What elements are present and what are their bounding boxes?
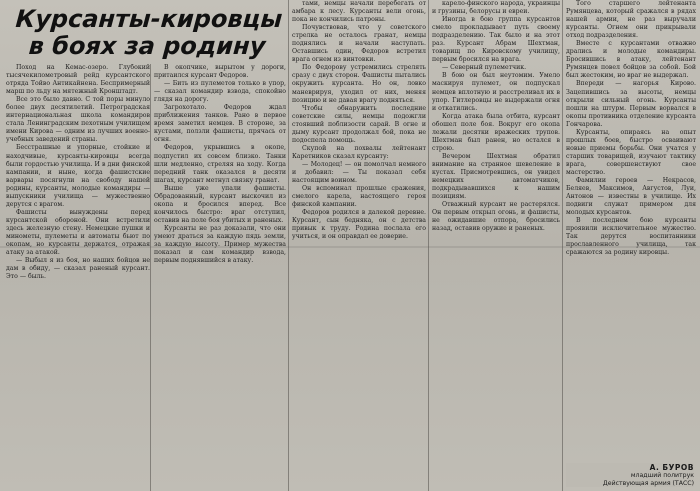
paragraph: Чтобы обнаружить последние советские силы, немцы подожгли стоявший поблизости сарай. В огне и дыму курсант продолжал бой, пока не подоспела помощь. (292, 104, 426, 144)
paragraph: — Выбыл я из боя, но наших бойцов не дам в обиду, — сказал раненый курсант. Это — быль. (6, 257, 150, 281)
paragraph: Когда атака была отбита, курсант обошел поле боя. Вокруг его окопа лежали десятки вражеских трупов. Шехтман был ранен, но остался в строю. (432, 112, 560, 152)
headline-line-2: в боях за родину (27, 32, 267, 60)
paragraph: Федоров родился в далекой деревне. Курсант, сын бедняка, он с детства привык к труду. Родина послала его учиться, и он оправдал ее доверие. (292, 209, 426, 241)
paragraph: В окопчике, вырытом у дороги, притаился курсант Федоров. (154, 64, 286, 80)
article-column-3 (292, 0, 426, 491)
paragraph: — Молодец! — он помолчал немного и добавил: — Ты показал себя настоящим воином. (292, 160, 426, 185)
column-rule (562, 0, 563, 491)
column-rule (150, 64, 151, 491)
paragraph: Фамилии героев — Некрасов, Беляев, Максимов, Августов, Луи, Антонов — известны в училище. Их подвиги служат примером для молодых курсантов. (566, 177, 696, 217)
paragraph: — Бить из пулеметов только в упор, — сказал командир взвода, спокойно глядя на дорогу. (154, 80, 286, 104)
article-column-5 (566, 0, 696, 491)
column-rule (288, 0, 289, 491)
paragraph: Он вспоминал прошлые сражения, смелого карела, настоящего героя финской кампании. (292, 185, 426, 209)
article-column-4 (432, 0, 560, 491)
author-name: А. БУРОВ (649, 463, 694, 472)
paragraph: В бою он был неутомим. Умело маскируя пулемет, он подпускал немцев вплотную и расстреливал их в упор. Гитлеровцы не выдержали огня и откатились. (432, 72, 560, 112)
paragraph: Курсанты не раз доказали, что они умеют драться за каждую пядь земли, за каждую высоту. Пример мужества показал и сам командир взвода, первым поднявшийся в атаку. (154, 224, 286, 265)
article-column-2 (154, 64, 286, 491)
paragraph: Того старшего лейтенанта Румянцева, который сражался в рядах нашей армии, не раз выручали курсанты. Огнем они прикрывали отход подразделения. (566, 0, 696, 40)
paragraph: Бесстрашные и упорные, стойкие и находчивые, курсанты-кировцы всегда были гордостью училища. И в дни финской кампании, и ныне, когда фашистские варвары посягнули на свободу нашей родины, курсанты, молодые командиры — выпускники училища — мужественно дерутся с врагом. (6, 144, 150, 208)
author-signature (566, 463, 694, 487)
paragraph: — Северный пулеметчик. (442, 64, 527, 72)
paragraph: тами, немцы начали перебегать от амбара к лесу. Курсанты вели огонь, пока не кончились патроны. (292, 0, 426, 24)
article-column-1 (6, 64, 150, 491)
paragraph: Иногда в бою группа курсантов смело прокладывает путь своему подразделению. Так было и на этот раз. Курсант Абрам Шехтман, товарищ по Кировскому училищу, первым бросился на врага. (432, 16, 560, 64)
paragraph: Фашисты вынуждены перед курсантской обороной. Они встретили здесь железную стену. Немецкие пушки и минометы, пулеметы и автоматы бьют по окопам, но курсанты держатся, отражая атаку за атакой. (6, 208, 150, 257)
paragraph: Поход на Кемас-озеро. Глубокий тысячекилометровый рейд курсантского отряда Тойво Антикайнена. Беспримерный марш по льду на мятежный Кронштадт. (6, 64, 150, 96)
paragraph: Скупой на похвалы лейтенант Каретников сказал курсанту: (292, 144, 426, 160)
author-rank: младший политрук (630, 472, 694, 479)
paragraph: Курсанты, опираясь на опыт прошлых боев, быстро осваивают новые приемы борьбы. Они учатся у старших товарищей, изучают тактику врага, совершенствуют свое мастерство. (566, 128, 696, 176)
paragraph: Впереди — нагорья Кирово. Зацепившись за высоты, немцы открыли сильный огонь. Курсанты пошли на штурм. Первым ворвался в окопы противника отделение курсанта Гончарова. (566, 80, 696, 128)
paragraph: В последнем бою курсанты проявили исключительное мужество. Так дерутся воспитанники прославленного училища, так сражаются за родину кировцы. (566, 217, 696, 257)
column-rule (428, 0, 429, 491)
paragraph: Отважный курсант не растерялся. Он первым открыл огонь, и фашисты, не ожидавшие отпора, бросились назад, оставив оружие и раненых. (432, 201, 560, 233)
paragraph: Загрохотало. Федоров ждал приближения танков. Рано в первое время заметил немцев. В стороне, за кустами, ползли фашисты, прячась от огня. (154, 104, 286, 144)
paragraph: Вместе с курсантами отважно дрались и молодые командиры. Бросившись в атаку, лейтенант Румянцев повел бойцов за собой. Бой был жестоким, но враг не выдержал. (566, 40, 696, 80)
paragraph: карело-финского народа, украинцы и грузины, белорусы и евреи. (432, 0, 560, 16)
headline-line-1: Курсанты-кировцы (14, 5, 284, 33)
paragraph: Федоров, укрывшись в окопе, подпустил их совсем близко. Танки шли медленно, стреляя на ходу. Когда передний танк оказался в десяти шагах, курсант метнул связку гранат. (154, 144, 286, 184)
paragraph: Все это было давно. С той поры минуло более двух десятилетий. Петроградская интернациональная школа командиров стала Ленинградским пехотным училищем имени Кирова — одним из лучших военно-учебных заведений страны. (6, 96, 150, 144)
article-headline (12, 6, 284, 60)
paragraph: Выше уже упали фашисты. Обрадованный, курсант выскочил из окопа и бросился вперед. Все кончилось быстро: враг отступил, оставив на поле боя убитых и раненых. (154, 184, 286, 224)
author-dateline: Действующая армия (ТАСС) (602, 479, 694, 487)
paragraph: По Федорову устремились стрелять сразу с двух сторон. Фашисты пытались окружить курсанта. Но он, ловко маневрируя, уходил от них, меняя позицию и не давая врагу подняться. (292, 64, 426, 104)
paragraph: Вечером Шехтман обратил внимание на странное шевеление в кустах. Присмотревшись, он увидел немецких автоматчиков, подкрадывавшихся к нашим позициям. (432, 152, 560, 201)
paragraph: Почувствовав, что у советского стрелка не осталось гранат, немцы поднялись и начали наступать. Оставшись один, Федоров встретил врага огнем из винтовки. (292, 24, 426, 64)
